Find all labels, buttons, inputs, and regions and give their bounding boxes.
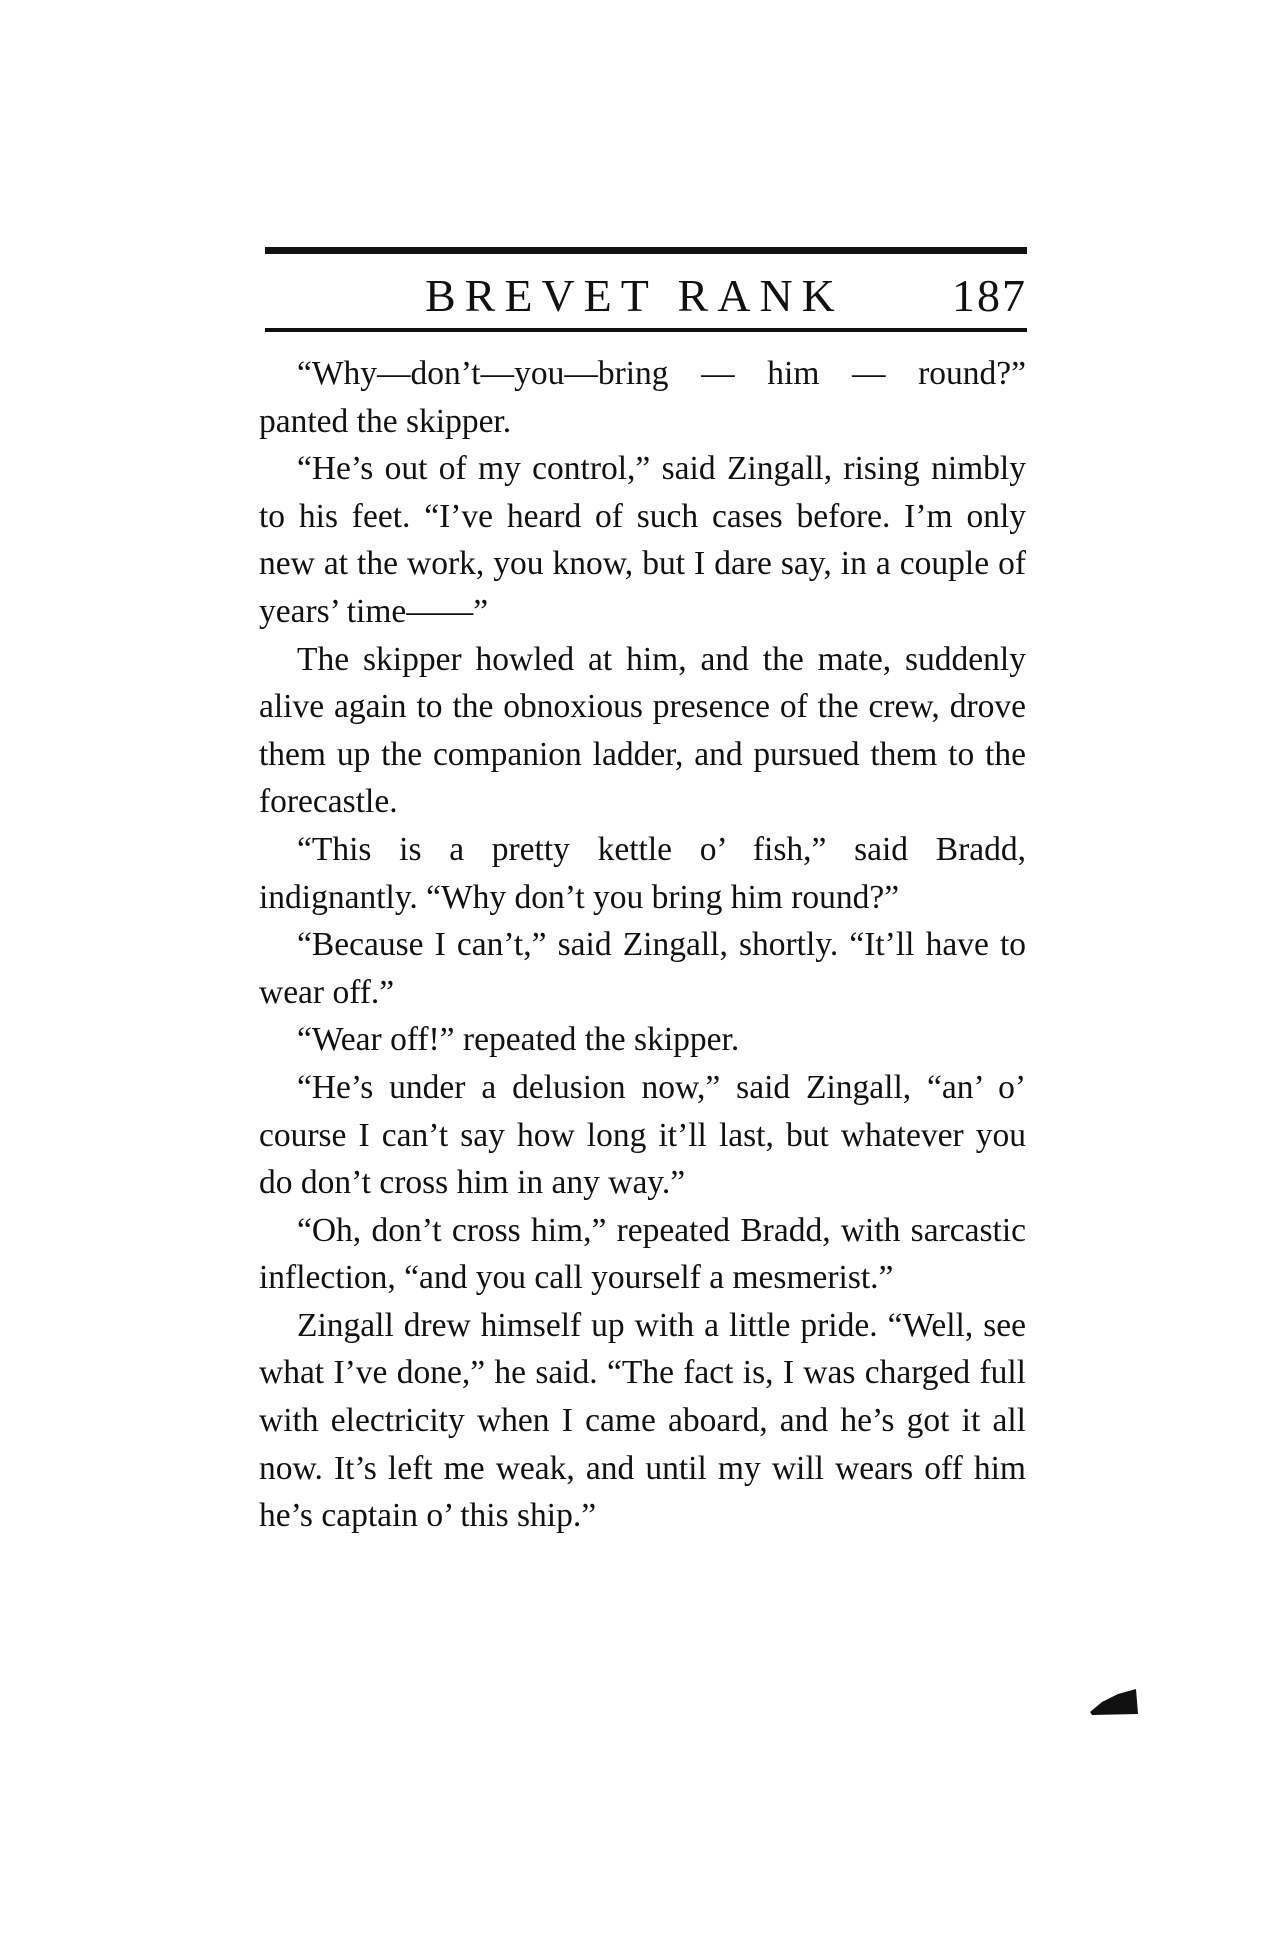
- paragraph: “Because I can’t,” said Zingall, shortly. “It’ll have to wear off.”: [259, 926, 1026, 1011]
- paragraph: Zingall drew himself up with a little pride. “Well, see what I’ve done,” he said. “The fact is, I was charged full with electricity when I came aboard, and he’s got it all now. It’s left me weak, and until my will wears off him he’s captain o’ this ship.”: [259, 1306, 1026, 1535]
- paragraph: “This is a pretty kettle o’ fish,” said Bradd, indignantly. “Why don’t you bring him round?”: [259, 830, 1026, 916]
- paragraph: “He’s under a delusion now,” said Zingall, “an’ o’ course I can’t say how long it’ll last, but whatever you do don’t cross him in any way.”: [259, 1068, 1026, 1202]
- header-rule-bottom: [265, 328, 1027, 332]
- page-number: 187: [952, 270, 1027, 321]
- running-head-title: BREVET RANK: [425, 270, 844, 321]
- paragraph: “He’s out of my control,” said Zingall, rising nimbly to his feet. “I’ve heard of such cases before. I’m only new at the work, you know, but I dare say, in a couple of years’ time——”: [259, 450, 1026, 630]
- paragraph: “Wear off!” repeated the skipper.: [297, 1021, 740, 1059]
- paragraph: “Oh, don’t cross him,” repeated Bradd, with sarcastic inflection, “and you call yourself a mesmerist.”: [259, 1211, 1026, 1297]
- paragraph: “Why—don’t—you—bring — him — round?” panted the skipper.: [259, 355, 1026, 440]
- paragraph: The skipper howled at him, and the mate, suddenly alive again to the obnoxious presence of the crew, drove them up the companion ladder, and pursued them to the forecastle.: [259, 640, 1026, 821]
- ink-smudge-mark: [1088, 1688, 1140, 1716]
- body-text: [259, 350, 1026, 1540]
- running-head: [265, 264, 1027, 328]
- header-rule-top: [265, 247, 1027, 254]
